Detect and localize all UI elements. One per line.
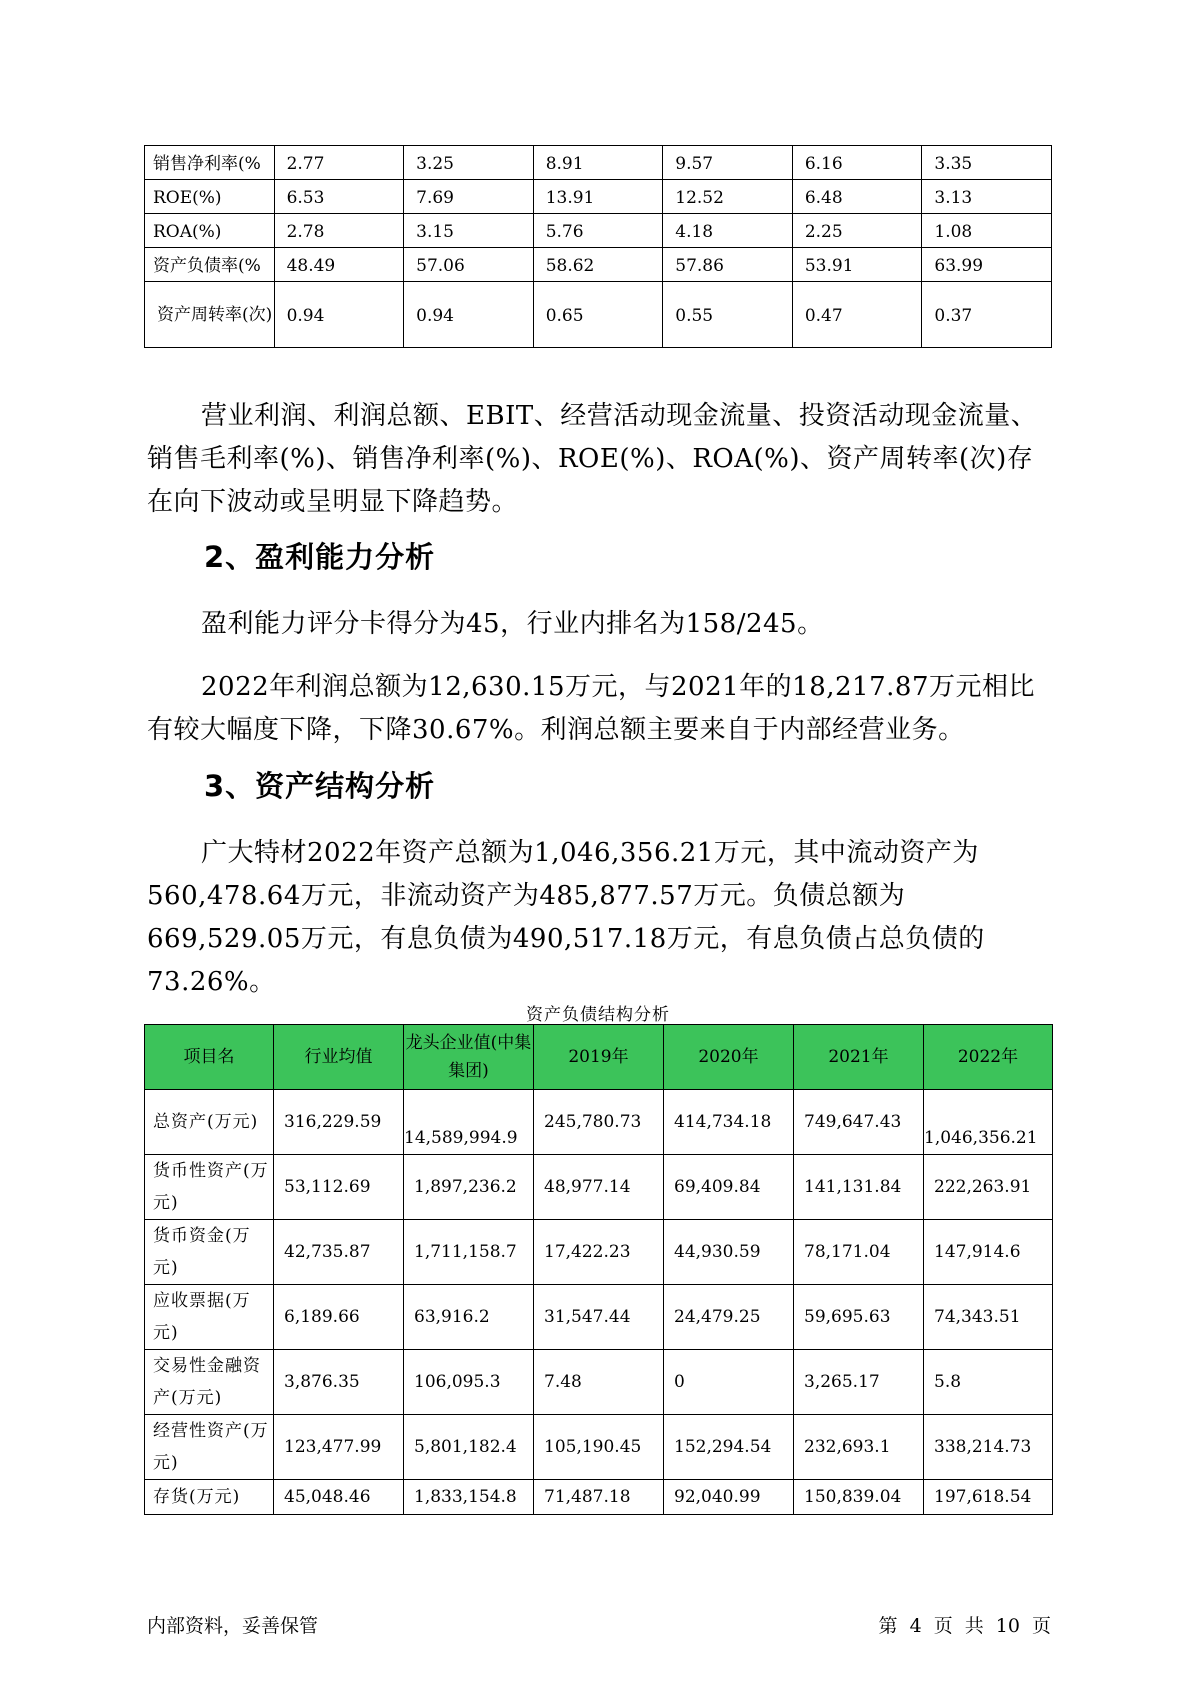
row-label: 应收票据(万元): [145, 1285, 274, 1350]
table-cell: 3,265.17: [794, 1350, 924, 1415]
table-cell: 0.94: [274, 282, 404, 348]
table-header-row: [145, 1025, 1053, 1090]
column-header: 2020年: [664, 1025, 794, 1090]
table-cell: 6,189.66: [274, 1285, 404, 1350]
table-cell: 1.08: [922, 214, 1052, 248]
table-cell: 3,876.35: [274, 1350, 404, 1415]
table-cell: 42,735.87: [274, 1220, 404, 1285]
table-cell: 1,046,356.21: [924, 1090, 1053, 1155]
confidential-footer: 内部资料，妥善保管: [147, 1615, 319, 1637]
table-cell: 0.47: [792, 282, 922, 348]
asset-structure-table: [144, 1024, 1053, 1515]
table-cell: 245,780.73: [534, 1090, 664, 1155]
table-cell: 5.76: [533, 214, 663, 248]
table-row: [145, 214, 1052, 248]
table-cell: 57.86: [663, 248, 793, 282]
table-cell: 63.99: [922, 248, 1052, 282]
table-cell: 338,214.73: [924, 1415, 1053, 1480]
table-cell: 7.48: [534, 1350, 664, 1415]
column-header: 龙头企业值(中集集团): [404, 1025, 534, 1090]
table-cell: 0.55: [663, 282, 793, 348]
row-label: 货币性资产(万元): [145, 1155, 274, 1220]
row-label: 货币资金(万元): [145, 1220, 274, 1285]
row-label: 交易性金融资产(万元): [145, 1350, 274, 1415]
row-label: ROE(%): [145, 180, 275, 214]
column-header: 行业均值: [274, 1025, 404, 1090]
table-cell: 6.48: [792, 180, 922, 214]
table-cell: 71,487.18: [534, 1480, 664, 1515]
table-cell: 63,916.2: [404, 1285, 534, 1350]
table-cell: 1,833,154.8: [404, 1480, 534, 1515]
table-row: [145, 180, 1052, 214]
table-cell: 12.52: [663, 180, 793, 214]
table-cell: 53.91: [792, 248, 922, 282]
table-cell: 59,695.63: [794, 1285, 924, 1350]
column-header: 项目名: [145, 1025, 274, 1090]
table-cell: 152,294.54: [664, 1415, 794, 1480]
table-row: [145, 248, 1052, 282]
table-cell: 48,977.14: [534, 1155, 664, 1220]
table-cell: 106,095.3: [404, 1350, 534, 1415]
table-cell: 14,589,994.9: [404, 1090, 534, 1155]
table-caption: 资产负债结构分析: [526, 1005, 670, 1025]
table-cell: 2.77: [274, 146, 404, 180]
table-cell: 48.49: [274, 248, 404, 282]
table-cell: 53,112.69: [274, 1155, 404, 1220]
financial-ratio-table: [144, 145, 1052, 348]
column-header: 2022年: [924, 1025, 1053, 1090]
profit-paragraph: 2022年利润总额为12,630.15万元，与2021年的18,217.87万元相比有较大幅度下降，下降30.67%。利润总额主要来自于内部经营业务。: [147, 672, 1035, 745]
table-cell: 1,711,158.7: [404, 1220, 534, 1285]
table-cell: 0.37: [922, 282, 1052, 348]
table-cell: 3.15: [404, 214, 534, 248]
score-paragraph: 盈利能力评分卡得分为45，行业内排名为158/245。: [201, 609, 824, 639]
table-cell: 0.94: [404, 282, 534, 348]
column-header: 2019年: [534, 1025, 664, 1090]
section-heading-asset-structure: 3、资产结构分析: [204, 769, 436, 803]
table-cell: 3.35: [922, 146, 1052, 180]
table-cell: 69,409.84: [664, 1155, 794, 1220]
table-cell: 6.16: [792, 146, 922, 180]
table-cell: 749,647.43: [794, 1090, 924, 1155]
table-cell: 2.78: [274, 214, 404, 248]
table-cell: 1,897,236.2: [404, 1155, 534, 1220]
page-number: 第 4 页 共 10 页: [878, 1615, 1051, 1637]
table-cell: 24,479.25: [664, 1285, 794, 1350]
table-cell: 7.69: [404, 180, 534, 214]
column-header: 2021年: [794, 1025, 924, 1090]
table-cell: 123,477.99: [274, 1415, 404, 1480]
table-cell: 105,190.45: [534, 1415, 664, 1480]
table-cell: 8.91: [533, 146, 663, 180]
table-cell: 4.18: [663, 214, 793, 248]
table-cell: 150,839.04: [794, 1480, 924, 1515]
table-cell: 9.57: [663, 146, 793, 180]
table-cell: 74,343.51: [924, 1285, 1053, 1350]
table-cell: 0.65: [533, 282, 663, 348]
assets-paragraph: 广大特材2022年资产总额为1,046,356.21万元，其中流动资产为560,478.64万元，非流动资产为485,877.57万元。负债总额为669,529.05万元，有息负债为490,517.18万元，有息负债占总负债的73.26%。: [147, 838, 985, 997]
row-label: 资产周转率(次): [145, 282, 275, 348]
table-cell: 5,801,182.4: [404, 1415, 534, 1480]
table-cell: 141,131.84: [794, 1155, 924, 1220]
table-cell: 2.25: [792, 214, 922, 248]
table-cell: 3.13: [922, 180, 1052, 214]
table-cell: 3.25: [404, 146, 534, 180]
trend-paragraph: 营业利润、利润总额、EBIT、经营活动现金流量、投资活动现金流量、销售毛利率(%)、销售净利率(%)、ROE(%)、ROA(%)、资产周转率(次)存在向下波动或呈明显下降趋势。: [147, 401, 1038, 517]
row-label: ROA(%): [145, 214, 275, 248]
table-cell: 222,263.91: [924, 1155, 1053, 1220]
table-cell: 147,914.6: [924, 1220, 1053, 1285]
table-cell: 17,422.23: [534, 1220, 664, 1285]
table-row: [145, 1285, 1053, 1350]
table-cell: 92,040.99: [664, 1480, 794, 1515]
row-label: 资产负债率(%: [145, 248, 275, 282]
row-label: 经营性资产(万元): [145, 1415, 274, 1480]
table-cell: 57.06: [404, 248, 534, 282]
table-row: [145, 1220, 1053, 1285]
row-label: 总资产(万元): [145, 1090, 274, 1155]
section-heading-profitability: 2、盈利能力分析: [204, 540, 436, 574]
table-cell: 58.62: [533, 248, 663, 282]
table-cell: 78,171.04: [794, 1220, 924, 1285]
table-cell: 197,618.54: [924, 1480, 1053, 1515]
table-row: [145, 146, 1052, 180]
table-cell: 232,693.1: [794, 1415, 924, 1480]
table-cell: 44,930.59: [664, 1220, 794, 1285]
table-cell: 13.91: [533, 180, 663, 214]
table-row: [145, 282, 1052, 348]
table-row: [145, 1090, 1053, 1155]
table-cell: 31,547.44: [534, 1285, 664, 1350]
table-cell: 0: [664, 1350, 794, 1415]
table-row: [145, 1480, 1053, 1515]
table-row: [145, 1155, 1053, 1220]
table-cell: 45,048.46: [274, 1480, 404, 1515]
row-label: 存货(万元): [145, 1480, 274, 1515]
row-label: 销售净利率(%: [145, 146, 275, 180]
table-cell: 6.53: [274, 180, 404, 214]
table-cell: 316,229.59: [274, 1090, 404, 1155]
table-cell: 5.8: [924, 1350, 1053, 1415]
table-row: [145, 1350, 1053, 1415]
table-row: [145, 1415, 1053, 1480]
table-cell: 414,734.18: [664, 1090, 794, 1155]
